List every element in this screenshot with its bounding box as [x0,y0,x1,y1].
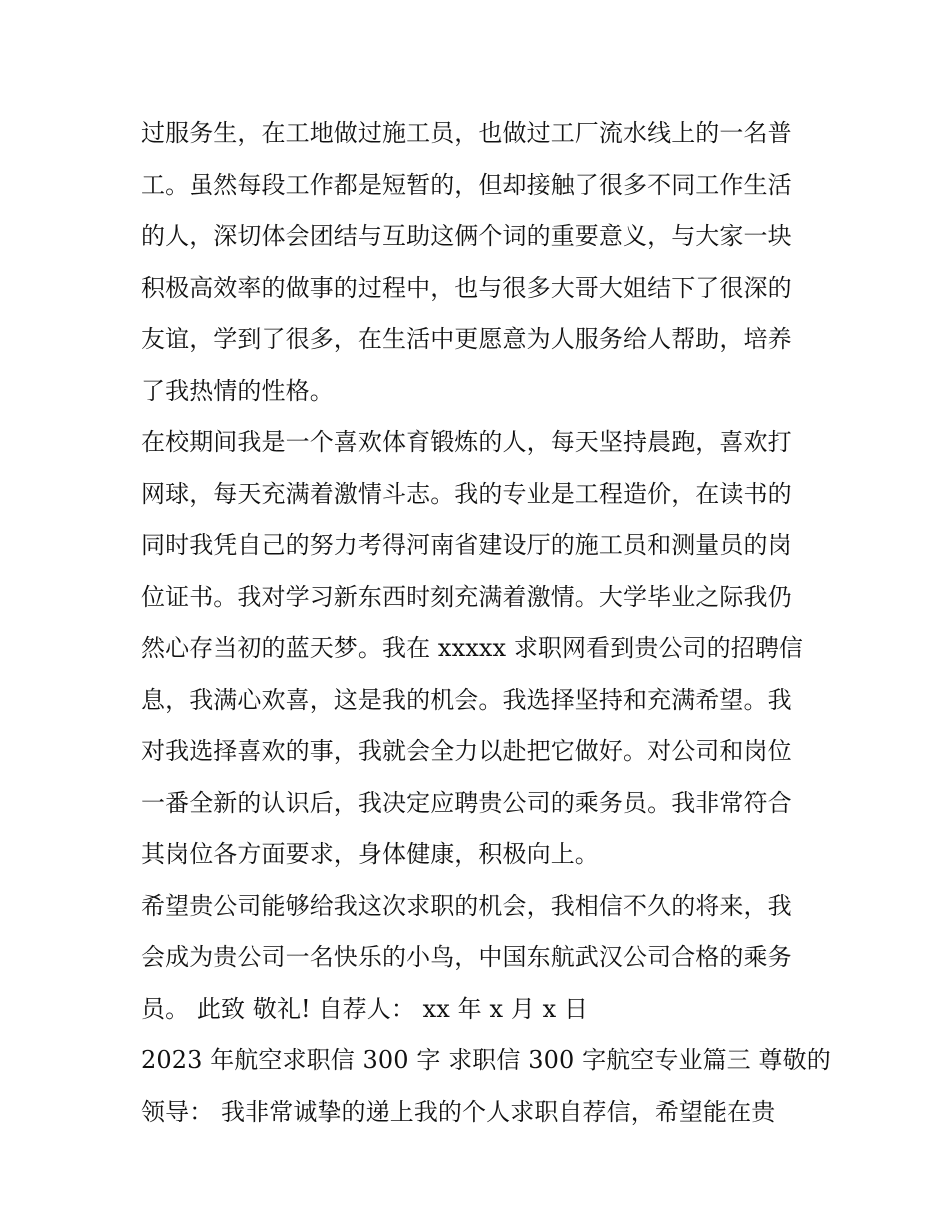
text-line: 在校期间我是一个喜欢体育锻炼的人，每天坚持晨跑，喜欢打 [141,428,792,456]
text-line: 会成为贵公司一名快乐的小鸟，中国东航武汉公司合格的乘务 [141,943,792,971]
text-line: 位证书。我对学习新东西时刻充满着激情。大学毕业之际我仍 [141,582,792,611]
text-line: 同时我凭自己的努力考得河南省建设厅的施工员和测量员的岗 [141,531,792,559]
text-line: 了我热情的性格。 [141,376,334,405]
text-line: 希望贵公司能够给我这次求职的机会，我相信不久的将来，我 [141,891,792,920]
text-line: 2023 年航空求职信 300 字 求职信 300 字航空专业篇三 尊敬的 [141,1046,831,1074]
document-body [141,108,831,1138]
text-line: 然心存当初的蓝天梦。我在 xxxxx 求职网看到贵公司的招聘信 [141,634,804,662]
text-line: 息，我满心欢喜，这是我的机会。我选择坚持和充满希望。我 [141,685,792,714]
text-line: 其岗位各方面要求，身体健康，积极向上。 [141,840,599,868]
text-line: 网球，每天充满着激情斗志。我的专业是工程造价，在读书的 [141,479,792,508]
text-line: 对我选择喜欢的事，我就会全力以赴把它做好。对公司和岗位 [141,737,792,765]
text-line: 过服务生，在工地做过施工员，也做过工厂流水线上的一名普 [141,119,792,147]
text-line: 的人，深切体会团结与互助这俩个词的重要意义，与大家一块 [141,222,792,250]
text-line: 员。 此致 敬礼! 自荐人： xx 年 x 月 x 日 [141,994,589,1023]
text-line: 积极高效率的做事的过程中，也与很多大哥大姐结下了很深的 [141,273,792,302]
text-line: 工。虽然每段工作都是短暂的，但却接触了很多不同工作生活 [141,170,792,199]
text-line: 一番全新的认识后，我决定应聘贵公司的乘务员。我非常符合 [141,788,792,817]
text-line: 友谊，学到了很多，在生活中更愿意为人服务给人帮助，培养 [141,325,792,353]
text-line: 领导： 我非常诚挚的递上我的个人求职自荐信，希望能在贵 [141,1097,776,1126]
